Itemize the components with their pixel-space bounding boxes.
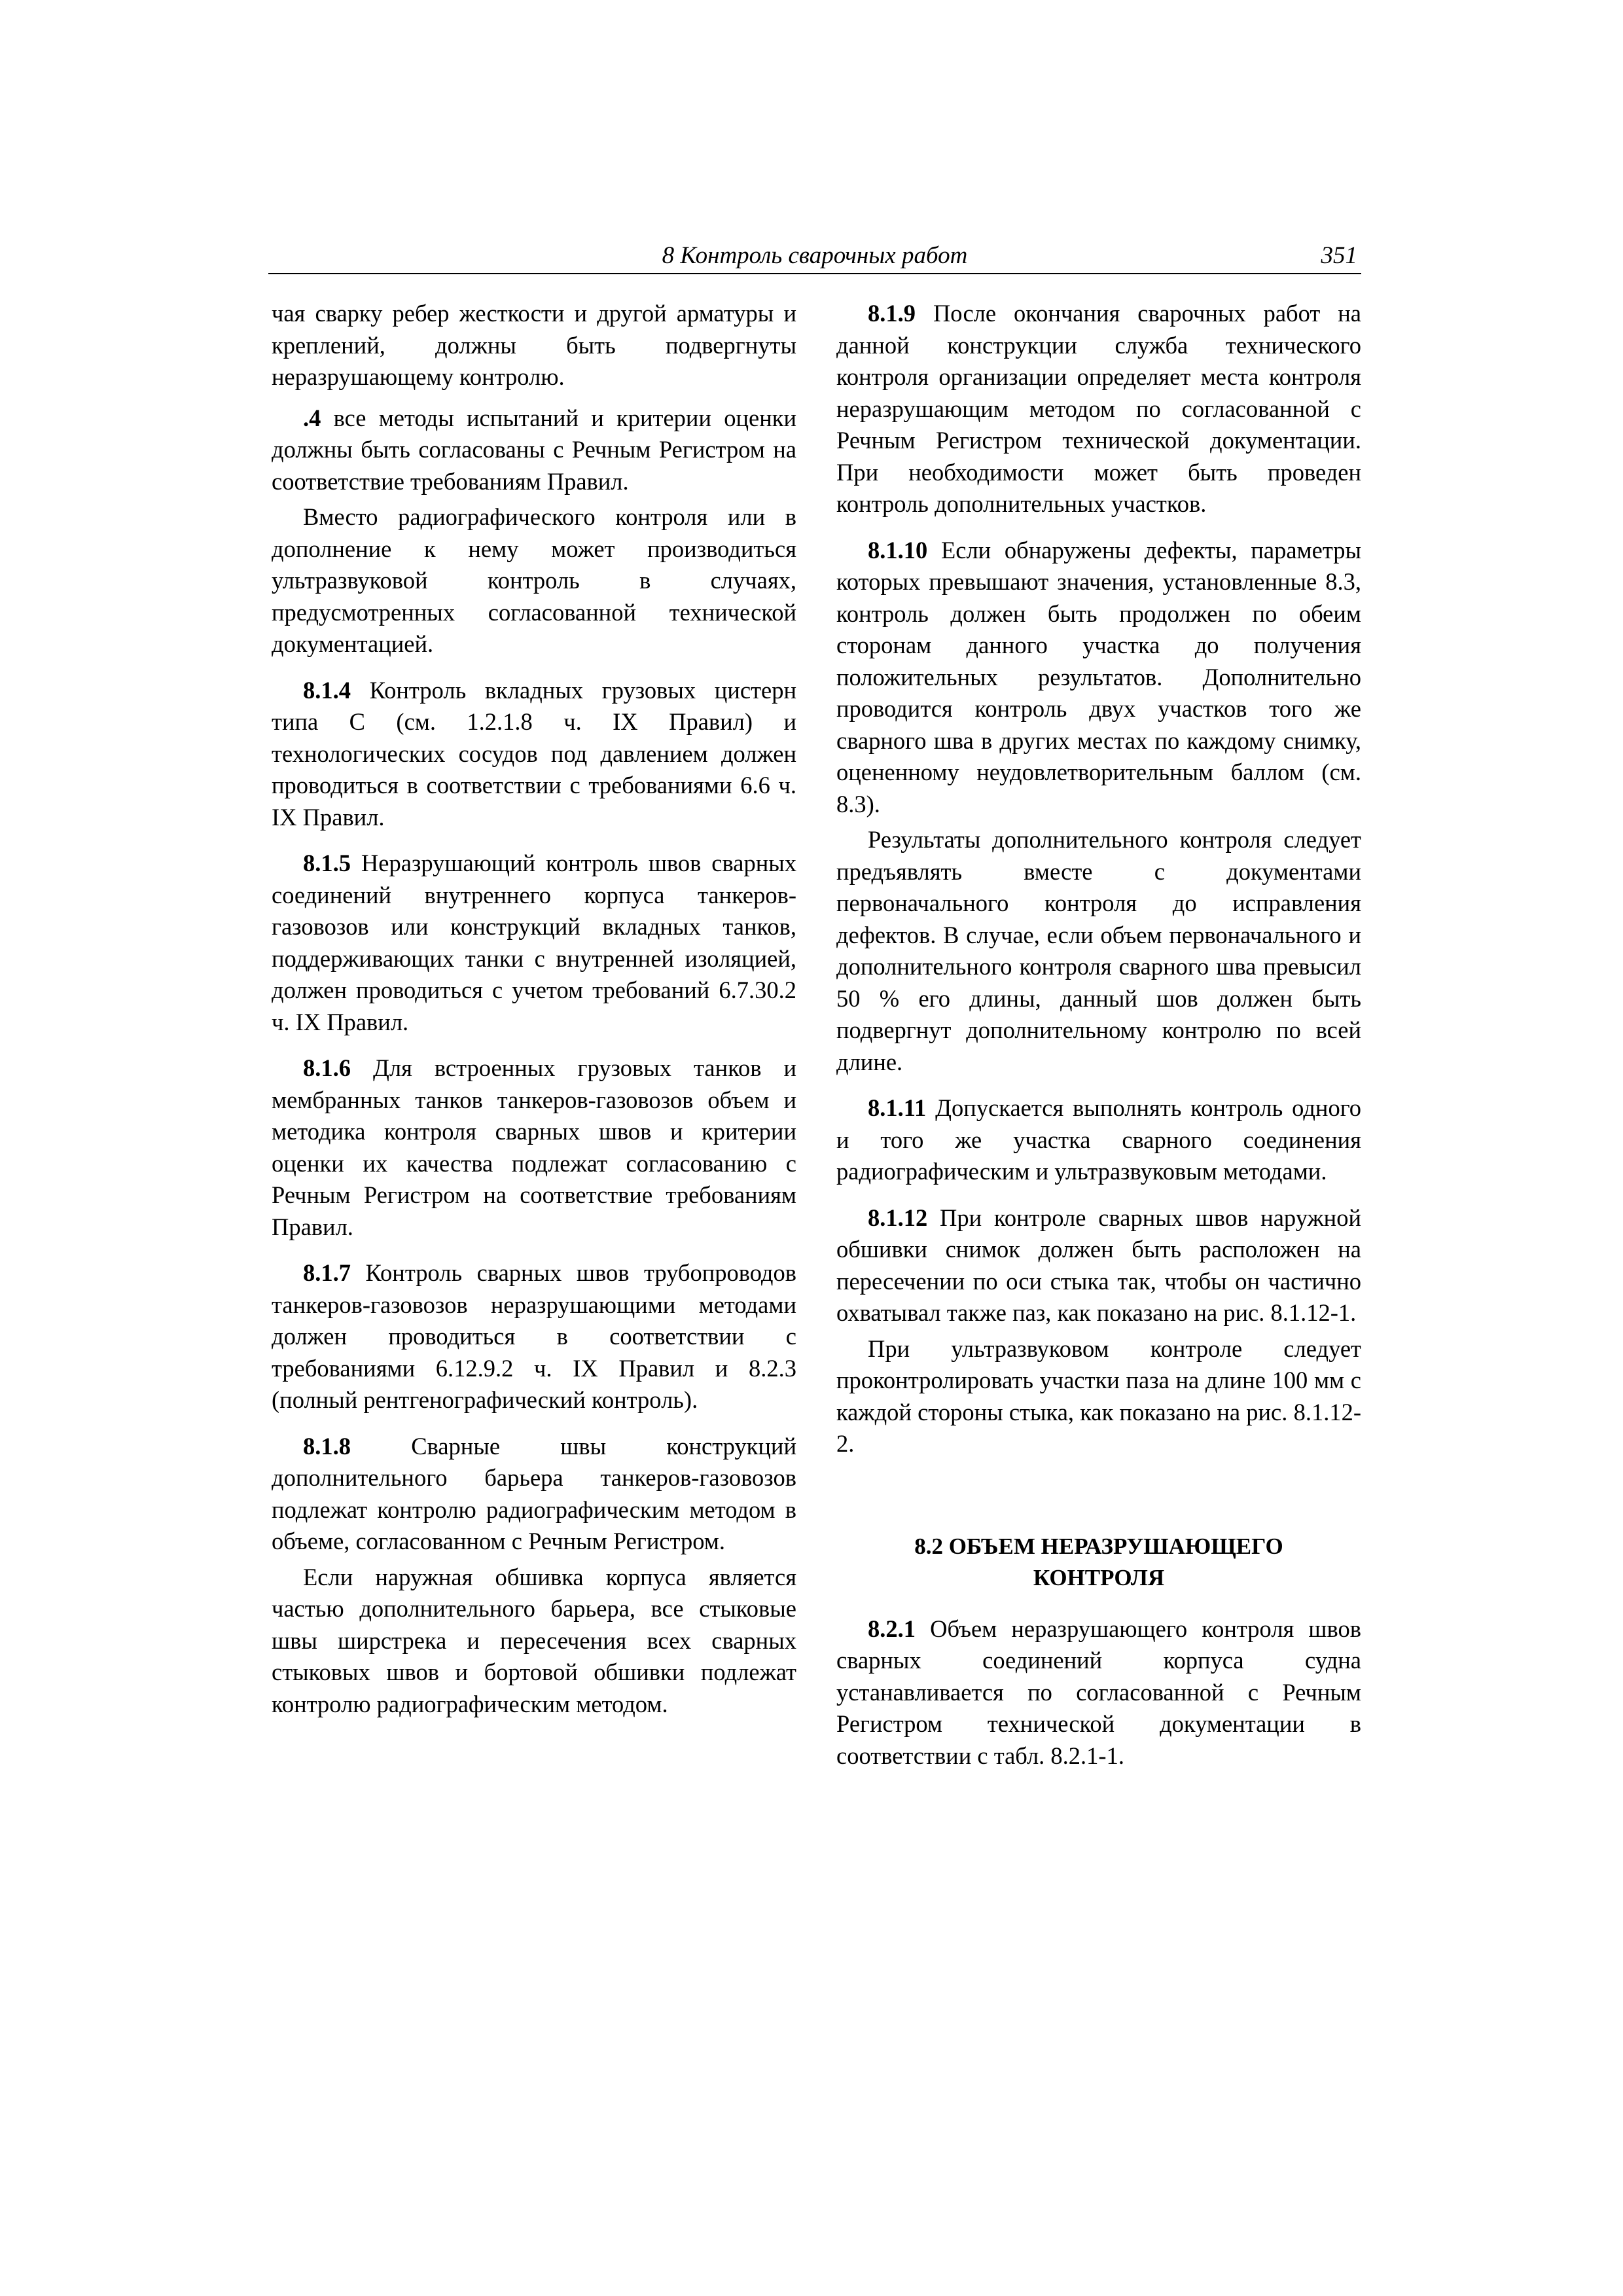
paragraph-text: Контроль вкладных грузовых цистерн типа С (см. 1.2.1.8 ч. IX Правил) и технологических сосудов под давлением должен проводиться в соответствии с требованиями 6.6 ч. IX Правил. (272, 676, 796, 831)
paragraph (836, 1202, 1361, 1329)
paragraph (272, 403, 796, 498)
paragraph (836, 298, 1361, 520)
paragraph (272, 675, 796, 834)
paragraph-text: Если обнаружены дефекты, параметры которых превышают значения, установленные 8.3, контроль должен быть продолжен по обеим сторонам данного участка до получения положительных результатов. Дополнительно проводится контроль двух участков того же сварного шва в других местах по каждому снимку, оцененному неудовлетворительным баллом (см. 8.3). (836, 536, 1361, 817)
paragraph (272, 1431, 796, 1558)
paragraph-text: Если наружная обшивка корпуса является частью дополнительного барьера, все стыковые швы ширстрека и пересечения всех сварных стыковых швов и бортовой обшивки подлежат контролю радиографическим методом. (272, 1563, 796, 1717)
paragraph-text: Для встроенных грузовых танков и мембранных танков танкеров-газовозов объем и методика контроля сварных швов и критерии оценки их качества подлежат согласованию с Речным Регистром на соответствие требованиям Правил. (272, 1054, 796, 1240)
item-number: 8.1.5 (303, 850, 351, 876)
paragraph (836, 535, 1361, 821)
left-column (272, 298, 796, 1720)
paragraph (272, 298, 796, 393)
item-number: .4 (303, 404, 321, 431)
paragraph-text: При контроле сварных швов наружной обшивки снимок должен быть расположен на пересечении по оси стыка так, чтобы он частично охватывал также паз, как показано на рис. 8.1.12-1. (836, 1204, 1361, 1326)
item-number: 8.1.8 (303, 1432, 351, 1460)
paragraph (272, 848, 796, 1038)
paragraph-text: Объем неразрушающего контроля швов сварных соединений корпуса судна устанавливается по согласованной с Речным Регистром технической документации в соответствии с табл. 8.2.1-1. (836, 1615, 1361, 1769)
paragraph-text: После окончания сварочных работ на данной конструкции служба технического контроля организации определяет места контроля неразрушающим методом по согласованной с Речным Регистром технической документации. При необходимости может быть проведен контроль дополнительных участков. (836, 300, 1361, 517)
paragraph (836, 1613, 1361, 1772)
paragraph-text: Допускается выполнять контроль одного и того же участка сварного соединения радиографическим и ультразвуковым методами. (836, 1094, 1361, 1185)
item-number: 8.2.1 (868, 1615, 916, 1642)
item-number: 8.1.6 (303, 1054, 351, 1081)
paragraph-text: Сварные швы конструкций дополнительного барьера танкеров-газовозов подлежат контролю радиографическим методом в объеме, согласованном с Речным Регистром. (272, 1432, 796, 1554)
paragraph (836, 1092, 1361, 1188)
paragraph (272, 1052, 796, 1243)
paragraph (272, 501, 796, 660)
section-heading-line: 8.2 ОБЪЕМ НЕРАЗРУШАЮЩЕГО (914, 1533, 1283, 1559)
running-header (268, 239, 1361, 274)
page-number: 351 (1321, 242, 1357, 269)
paragraph-text: Контроль сварных швов трубопроводов танкеров-газовозов неразрушающими методами должен проводиться в соответствии с требованиями 6.12.9.2 ч. IX Правил и 8.2.3 (полный рентгенографический контроль). (272, 1259, 796, 1413)
paragraph-text: чая сварку ребер жесткости и другой арматуры и креплений, должны быть подвергнуты неразрушающему контролю. (272, 300, 796, 390)
paragraph-text: Результаты дополнительного контроля следует предъявлять вместе с документами первоначального контроля до исправления дефектов. В случае, если объем первоначального и дополнительного контроля сварного шва превысил 50 % его длины, данный шов должен быть подвергнут дополнительному контролю по всей длине. (836, 826, 1361, 1075)
header-title: 8 Контроль сварочных работ (662, 242, 968, 269)
paragraph (836, 824, 1361, 1078)
item-number: 8.1.11 (868, 1094, 927, 1121)
paragraph-text: Неразрушающий контроль швов сварных соединений внутреннего корпуса танкеров-газовозов или конструкций вкладных танков, поддерживающих танки с внутренней изоляцией, должен проводиться с учетом требований 6.7.30.2 ч. IX Правил. (272, 850, 796, 1035)
paragraph-text: Вместо радиографического контроля или в дополнение к нему может производиться ультразвуковой контроль в случаях, предусмотренных согласованной технической документацией. (272, 503, 796, 657)
item-number: 8.1.7 (303, 1259, 351, 1286)
section-heading (836, 1531, 1361, 1594)
paragraph (272, 1562, 796, 1721)
item-number: 8.1.12 (868, 1204, 928, 1231)
paragraph (272, 1257, 796, 1416)
paragraph-text: При ультразвуковом контроле следует проконтролировать участки паза на длине 100 мм с каждой стороны стыка, как показано на рис. 8.1.12-2. (836, 1335, 1361, 1457)
paragraph (836, 1333, 1361, 1460)
item-number: 8.1.10 (868, 536, 928, 564)
item-number: 8.1.9 (868, 300, 916, 327)
paragraph-text: все методы испытаний и критерии оценки должны быть согласованы с Речным Регистром на соответствие требованиям Правил. (272, 404, 796, 495)
section-heading-line: КОНТРОЛЯ (1033, 1564, 1165, 1590)
right-column (836, 298, 1361, 1772)
item-number: 8.1.4 (303, 676, 351, 704)
